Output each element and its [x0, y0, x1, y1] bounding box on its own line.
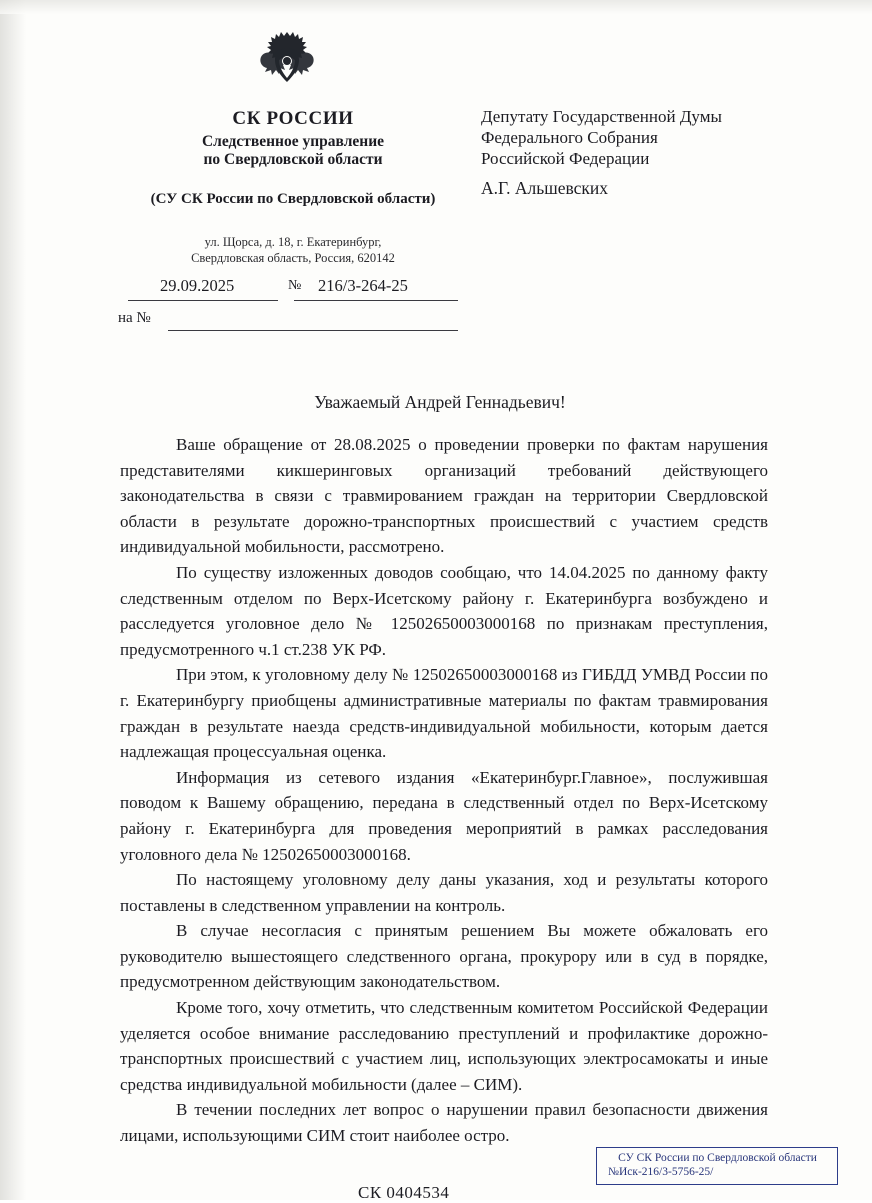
reference-date: 29.09.2025 — [160, 276, 235, 295]
letter-body — [120, 432, 768, 1149]
body-paragraph: По существу изложенных доводов сообщаю, что 14.04.2025 по данному факту следственным отделом по Верх-Исетскому району г. Екатеринбурга возбуждено и расследуется уголовное дело № 12502650003000168 по признакам преступления, предусмотренного ч.1 ст.238 УК РФ. — [120, 562, 768, 659]
reply-to-rule — [168, 330, 458, 331]
organization-subtitle-line2: по Свердловской области — [203, 151, 383, 168]
document-footer-code: СК 0404534 — [358, 1183, 450, 1202]
body-paragraph: В течении последних лет вопрос о нарушении правил безопасности движения лицами, использующими СИМ стоит наиболее остро. — [120, 1100, 768, 1146]
body-paragraph: По настоящему уголовному делу даны указания, ход и результаты которого поставлены в следственном управлении на контроль. — [120, 870, 768, 915]
organization-title: СК РОССИИ — [232, 108, 354, 129]
organization-parenthetical: (СУ СК России по Свердловской области) — [150, 191, 436, 207]
reference-number-rule — [294, 300, 458, 301]
reference-number-label: № — [288, 278, 302, 293]
body-paragraph: В случае несогласия с принятым решением Вы можете обжаловать его руководителю вышестоящего следственного органа, прокурору или в суд в порядке, предусмотренном действующим законодательством. — [120, 921, 768, 992]
reply-to-label: на № — [118, 310, 151, 326]
letter-greeting: Уважаемый Андрей Геннадьевич! — [314, 392, 566, 412]
stamp-line1: СУ СК России по Свердловской области — [618, 1152, 817, 1164]
address-line2: Свердловская область, Россия, 620142 — [191, 251, 395, 265]
body-paragraph: При этом, к уголовному делу № 12502650003000168 из ГИБДД УМВД России по г. Екатеринбургу приобщены административные материалы по фактам травмирования граждан в результате наезда средств-индивидуальной мобильности, которым дается надлежащая процессуальная оценка. — [120, 665, 768, 762]
organization-block — [118, 108, 468, 208]
addressee-block — [481, 106, 851, 169]
reference-date-rule — [128, 300, 278, 301]
body-paragraph: Ваше обращение от 28.08.2025 о проведении проверки по фактам нарушения представителями кикшеринговых организаций требований действующего законодательства в связи с травмированием граждан на территории Свердловской области в результате дорожно-транспортных происшествий с участием средств индивидуальной мобильности, рассмотрено. — [120, 435, 768, 557]
addressee-line1: Депутату Государственной Думы — [481, 107, 722, 126]
reference-number: 216/3-264-25 — [318, 276, 408, 295]
body-paragraph: Кроме того, хочу отметить, что следственным комитетом Российской Федерации уделяется особое внимание расследованию преступлений и профилактике дорожно-транспортных происшествий с участием лиц, использующих электросамокаты и иные средства индивидуальной мобильности (далее – СИМ). — [120, 998, 768, 1094]
body-paragraph: Информация из сетевого издания «Екатеринбург.Главное», послужившая поводом к Вашему обращению, передана в следственный отдел по Верх-Исетскому району г. Екатеринбурга для проведения мероприятий в рамках расследования уголовного дела № 12502650003000168. — [120, 767, 768, 864]
addressee-name: А.Г. Альшевских — [481, 178, 609, 198]
addressee-line3: Российской Федерации — [481, 149, 650, 168]
scan-edge-left — [0, 0, 26, 1200]
reference-row — [128, 276, 458, 298]
organization-subtitle-line1: Следственное управление — [201, 133, 385, 150]
russian-coat-of-arms-icon — [251, 28, 323, 90]
addressee-line2: Федерального Собрания — [481, 128, 658, 147]
organization-address — [118, 234, 468, 266]
registration-stamp — [596, 1147, 838, 1185]
address-line1: ул. Щорса, д. 18, г. Екатеринбург, — [204, 235, 382, 249]
stamp-line2: №Иск-216/3-5756-25/ — [608, 1166, 714, 1178]
scan-edge-top — [0, 0, 872, 14]
